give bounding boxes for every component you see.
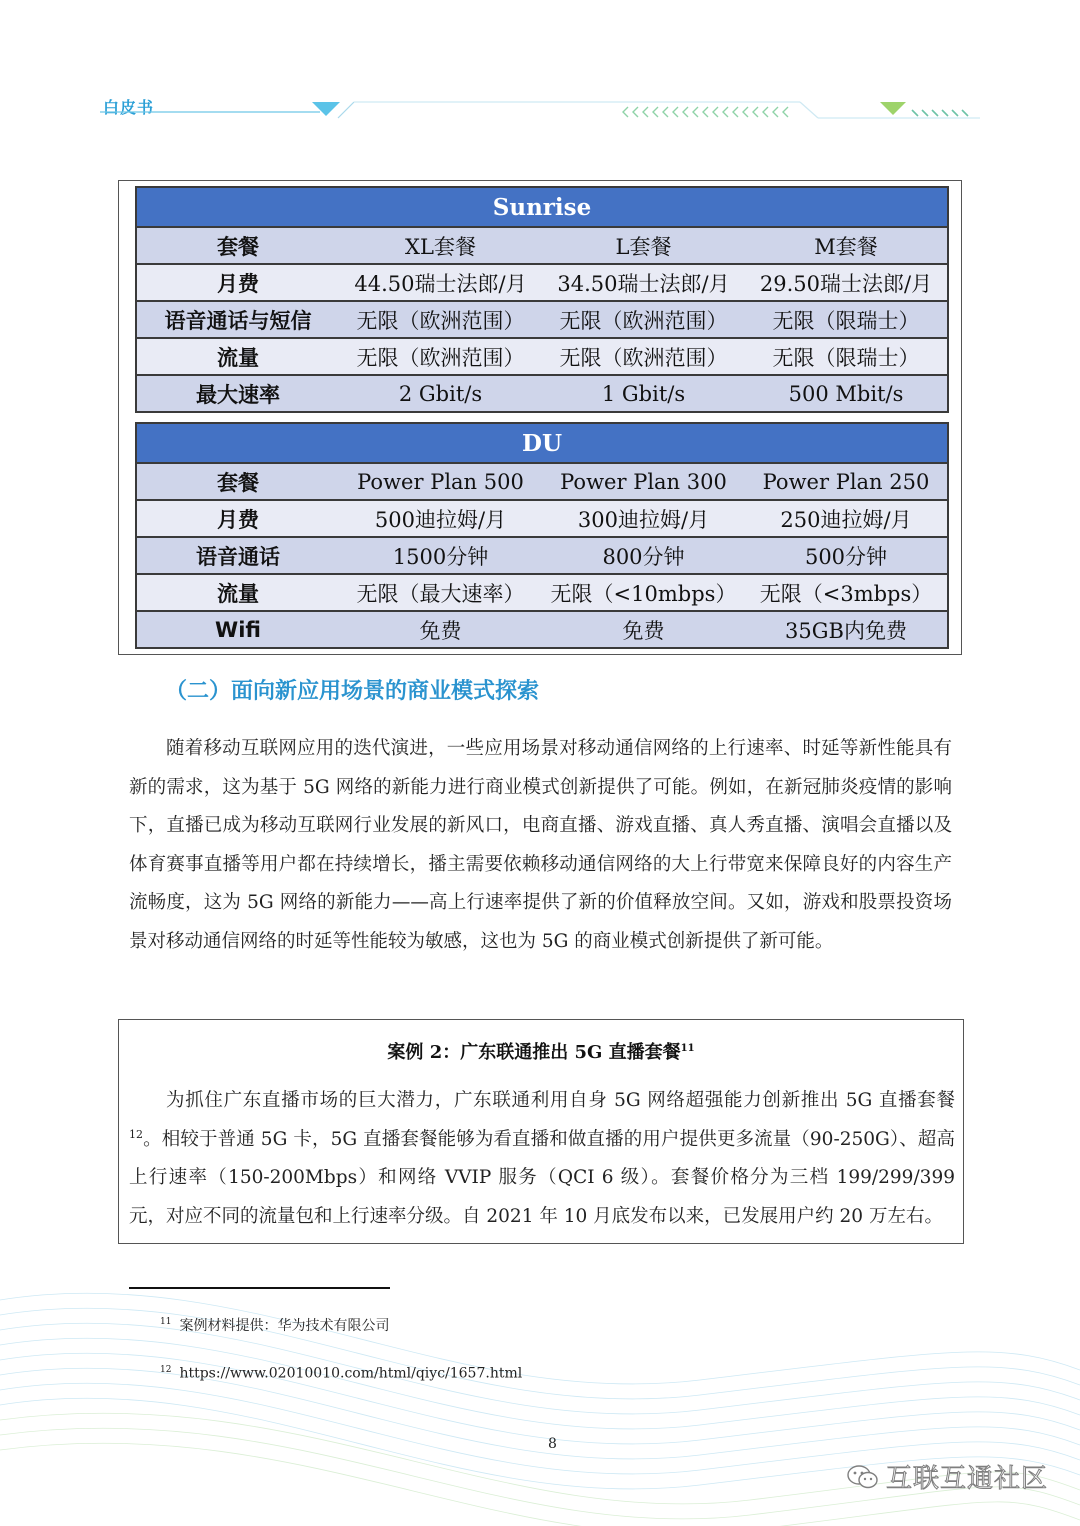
footnote-rule: [129, 1287, 390, 1289]
table-cell: 34.50瑞士法郎/月: [542, 264, 745, 301]
row-label: 套餐: [136, 227, 339, 264]
table-cell: 无限（欧洲范围）: [339, 338, 542, 375]
sunrise-plan-table: [135, 186, 949, 413]
table-cell: 500迪拉姆/月: [339, 500, 542, 537]
case-title: [119, 1038, 963, 1064]
table-row: [136, 463, 948, 500]
table-cell: 无限（限瑞士）: [745, 338, 948, 375]
table-cell: 无限（最大速率）: [339, 574, 542, 611]
row-label: Wifi: [136, 611, 339, 648]
footnote-text: 案例材料提供：华为技术有限公司: [179, 1318, 390, 1334]
table-cell: 无限（欧洲范围）: [542, 301, 745, 338]
table-cell: 250迪拉姆/月: [745, 500, 948, 537]
case-body-text: 为抓住广东直播市场的巨大潜力，广东联通利用自身 5G 网络超强能力创新推出 5G 直播套餐: [166, 1090, 955, 1111]
case-box: [118, 1019, 964, 1244]
plans-frame: [118, 180, 962, 655]
row-label: 套餐: [136, 463, 339, 500]
table-cell: M套餐: [745, 227, 948, 264]
row-label: 流量: [136, 574, 339, 611]
case-body: [129, 1082, 955, 1236]
table-cell: Power Plan 300: [542, 463, 745, 500]
table-row: [136, 574, 948, 611]
table-row: [136, 227, 948, 264]
footnote: [160, 1365, 522, 1382]
header-label: 白皮书: [103, 98, 155, 117]
wechat-icon: [846, 1463, 880, 1491]
case-title-text: 案例 2：广东联通推出 5G 直播套餐: [387, 1042, 681, 1063]
table-cell: 无限（欧洲范围）: [542, 338, 745, 375]
table-cell: 无限（欧洲范围）: [339, 301, 542, 338]
case-body-text: 。相较于普通 5G 卡，5G 直播套餐能够为看直播和做直播的用户提供更多流量（90-250G）、超高上行速率（150-200Mbps）和网络 VVIP 服务（QCI 6 级）。套餐价格分为三档 199/299/399 元，对应不同的流量包和上行速率分级。自 2021 年 10 月底发布以来，已发展用户约 20 万左右。: [129, 1128, 955, 1227]
table-cell: 35GB内免费: [745, 611, 948, 648]
row-label: 流量: [136, 338, 339, 375]
table-cell: 免费: [542, 611, 745, 648]
footnote-ref[interactable]: 11: [680, 1043, 695, 1054]
table-row: [136, 500, 948, 537]
table-row: [136, 375, 948, 412]
footnote-ref[interactable]: 12: [129, 1127, 143, 1141]
table-cell: L套餐: [542, 227, 745, 264]
table-cell: 1500分钟: [339, 537, 542, 574]
footnote-number: 12: [160, 1365, 172, 1375]
table-cell: 免费: [339, 611, 542, 648]
row-label: 语音通话: [136, 537, 339, 574]
page-number: 8: [548, 1436, 557, 1452]
row-label: 月费: [136, 264, 339, 301]
du-plan-table: [135, 422, 949, 649]
table-row: [136, 301, 948, 338]
table-title: Sunrise: [136, 187, 948, 227]
table-cell: 无限（<3mbps）: [745, 574, 948, 611]
table-cell: 500 Mbit/s: [745, 375, 948, 412]
section-heading: （二）面向新应用场景的商业模式探索: [165, 679, 540, 704]
table-cell: 500分钟: [745, 537, 948, 574]
table-cell: Power Plan 500: [339, 463, 542, 500]
row-label: 月费: [136, 500, 339, 537]
footnote-link[interactable]: https://www.02010010.com/html/qiyc/1657.html: [179, 1365, 523, 1382]
table-cell: Power Plan 250: [745, 463, 948, 500]
footnote-number: 11: [160, 1317, 172, 1328]
header-decoration: [0, 90, 1080, 130]
table-cell: 2 Gbit/s: [339, 375, 542, 412]
row-label: 语音通话与短信: [136, 301, 339, 338]
body-paragraph: 随着移动互联网应用的迭代演进，一些应用场景对移动通信网络的上行速率、时延等新性能具有新的需求，这为基于 5G 网络的新能力进行商业模式创新提供了可能。例如，在新冠肺炎疫情的影响下，直播已成为移动互联网行业发展的新风口，电商直播、游戏直播、真人秀直播、演唱会直播以及体育赛事直播等用户都在持续增长，播主需要依赖移动通信网络的大上行带宽来保障良好的内容生产流畅度，这为 5G 网络的新能力——高上行速率提供了新的价值释放空间。又如，游戏和股票投资场景对移动通信网络的时延等性能较为敏感，这也为 5G 的商业模式创新提供了新可能。: [129, 738, 952, 952]
table-title: DU: [136, 423, 948, 463]
table-cell: 800分钟: [542, 537, 745, 574]
table-row: [136, 338, 948, 375]
table-row: [136, 264, 948, 301]
watermark: [846, 1458, 1048, 1495]
table-cell: 无限（限瑞士）: [745, 301, 948, 338]
table-cell: 44.50瑞士法郎/月: [339, 264, 542, 301]
table-row: [136, 537, 948, 574]
table-cell: 29.50瑞士法郎/月: [745, 264, 948, 301]
row-label: 最大速率: [136, 375, 339, 412]
table-cell: 1 Gbit/s: [542, 375, 745, 412]
footnote: [160, 1315, 389, 1335]
table-cell: 无限（<10mbps）: [542, 574, 745, 611]
watermark-text: 互联互通社区: [886, 1464, 1049, 1494]
table-cell: XL套餐: [339, 227, 542, 264]
table-cell: 300迪拉姆/月: [542, 500, 745, 537]
table-row: [136, 611, 948, 648]
